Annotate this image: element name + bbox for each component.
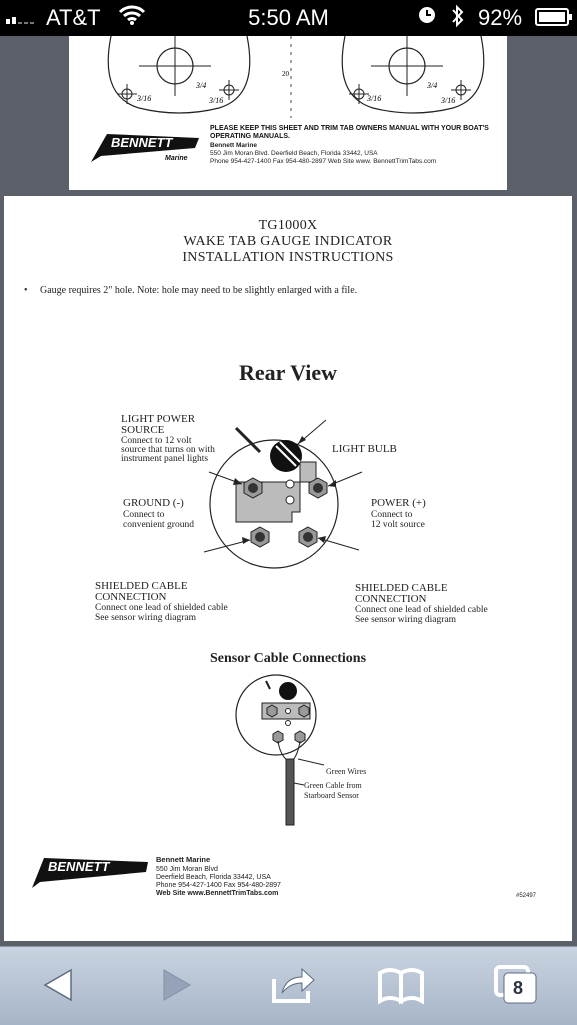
sensor-cable-diagram (4, 671, 572, 831)
hole-template-drawing (69, 36, 507, 126)
keep-sheet-notice: PLEASE KEEP THIS SHEET AND TRIM TAB OWNERS MANUAL WITH YOUR BOAT'S OPERATING MANUALS. (210, 125, 489, 140)
fraction-label: 3/16 (137, 94, 152, 103)
light-bulb-label: LIGHT BULB (332, 443, 397, 455)
footer-company: Bennett Marine (156, 855, 211, 864)
part-number: #52497 (516, 893, 537, 899)
shielded-left-desc: See sensor wiring diagram (95, 613, 197, 623)
green-cable-label: Starboard Sensor (304, 791, 359, 800)
shielded-right-desc: Connect one lead of shielded cable (355, 605, 488, 615)
footer-logo: BENNETT TRIM TABS (30, 856, 150, 890)
ground-desc: Connect to (123, 510, 165, 520)
fraction-label: 3/16 (441, 96, 456, 105)
shielded-right-label: CONNECTION (355, 593, 427, 605)
light-power-desc: source that turns on with (121, 445, 215, 455)
light-power-desc: Connect to 12 volt (121, 436, 192, 446)
shielded-left-desc: Connect one lead of shielded cable (95, 603, 228, 613)
instruction-page (4, 196, 572, 941)
power-desc: 12 volt source (371, 520, 425, 530)
status-bar (0, 0, 577, 36)
footer-website: Web Site www.BennettTrimTabs.com (156, 890, 279, 897)
alarm-clock-icon (418, 6, 436, 24)
power-label: POWER (+) (371, 497, 426, 509)
fraction-label: 3/4 (427, 81, 438, 90)
footer-phone: Phone 954-427-1400 Fax 954-480-2897 (156, 882, 281, 889)
fraction-label: 3/16 (209, 96, 224, 105)
shielded-right-label: SHIELDED CABLE (355, 582, 448, 594)
power-desc: Connect to (371, 510, 413, 520)
web-content[interactable] (0, 36, 577, 946)
shielded-right-desc: See sensor wiring diagram (355, 615, 457, 625)
fraction-label: 3/4 (196, 81, 207, 90)
battery-percent: 92% (478, 5, 523, 30)
ground-label: GROUND (-) (123, 497, 184, 509)
carrier-name: AT&T (46, 5, 101, 30)
template-sheet (69, 36, 507, 190)
clock-time: 5:50 AM (248, 5, 329, 30)
sensor-cable-heading: Sensor Cable Connections (209, 651, 367, 666)
green-cable-label: Green Cable from (304, 781, 362, 790)
model-number: TG1000X (258, 218, 318, 233)
shielded-left-label: CONNECTION (95, 591, 167, 603)
light-power-desc: instrument panel lights (121, 454, 209, 464)
ground-desc: convenient ground (123, 520, 194, 530)
green-wires-label: Green Wires (326, 767, 367, 776)
share-icon[interactable] (268, 963, 318, 1007)
bullet-item: • Gauge requires 2" hole. Note: hole may need to be slightly enlarged with a file. (24, 285, 358, 296)
bluetooth-icon (450, 4, 466, 28)
doc-title-line2: INSTALLATION INSTRUCTIONS (182, 250, 394, 265)
battery-icon (535, 8, 573, 26)
doc-title-line1: WAKE TAB GAUGE INDICATOR (183, 234, 393, 249)
bennett-marine-logo: BENNETT Marine (87, 128, 205, 166)
back-arrow-icon[interactable] (35, 963, 85, 1007)
light-power-label: LIGHT POWER (121, 413, 196, 425)
shielded-left-label: SHIELDED CABLE (95, 580, 188, 592)
fraction-label: 3/16 (367, 94, 382, 103)
light-power-label: SOURCE (121, 424, 165, 436)
tab-count[interactable]: 8 (512, 978, 523, 998)
rear-view-heading: Rear View (239, 360, 337, 385)
bookmarks-icon[interactable] (376, 963, 426, 1007)
top-sheet-address: Bennett Marine 550 Jim Moran Blvd. Deerfield Beach, Florida 33442, USA Phone 954-427-1400 Fax 954-480-2897 Web Site www. BennettTrimTabs.com (210, 142, 437, 165)
gauge-rear-diagram (4, 386, 572, 616)
footer-address: Deerfield Beach, Florida 33442, USA (156, 874, 271, 881)
forward-arrow-icon[interactable] (150, 963, 200, 1007)
footer-address: 550 Jim Moran Blvd (156, 866, 218, 873)
center-mark: 20 (282, 70, 289, 78)
browser-toolbar (0, 946, 577, 1025)
